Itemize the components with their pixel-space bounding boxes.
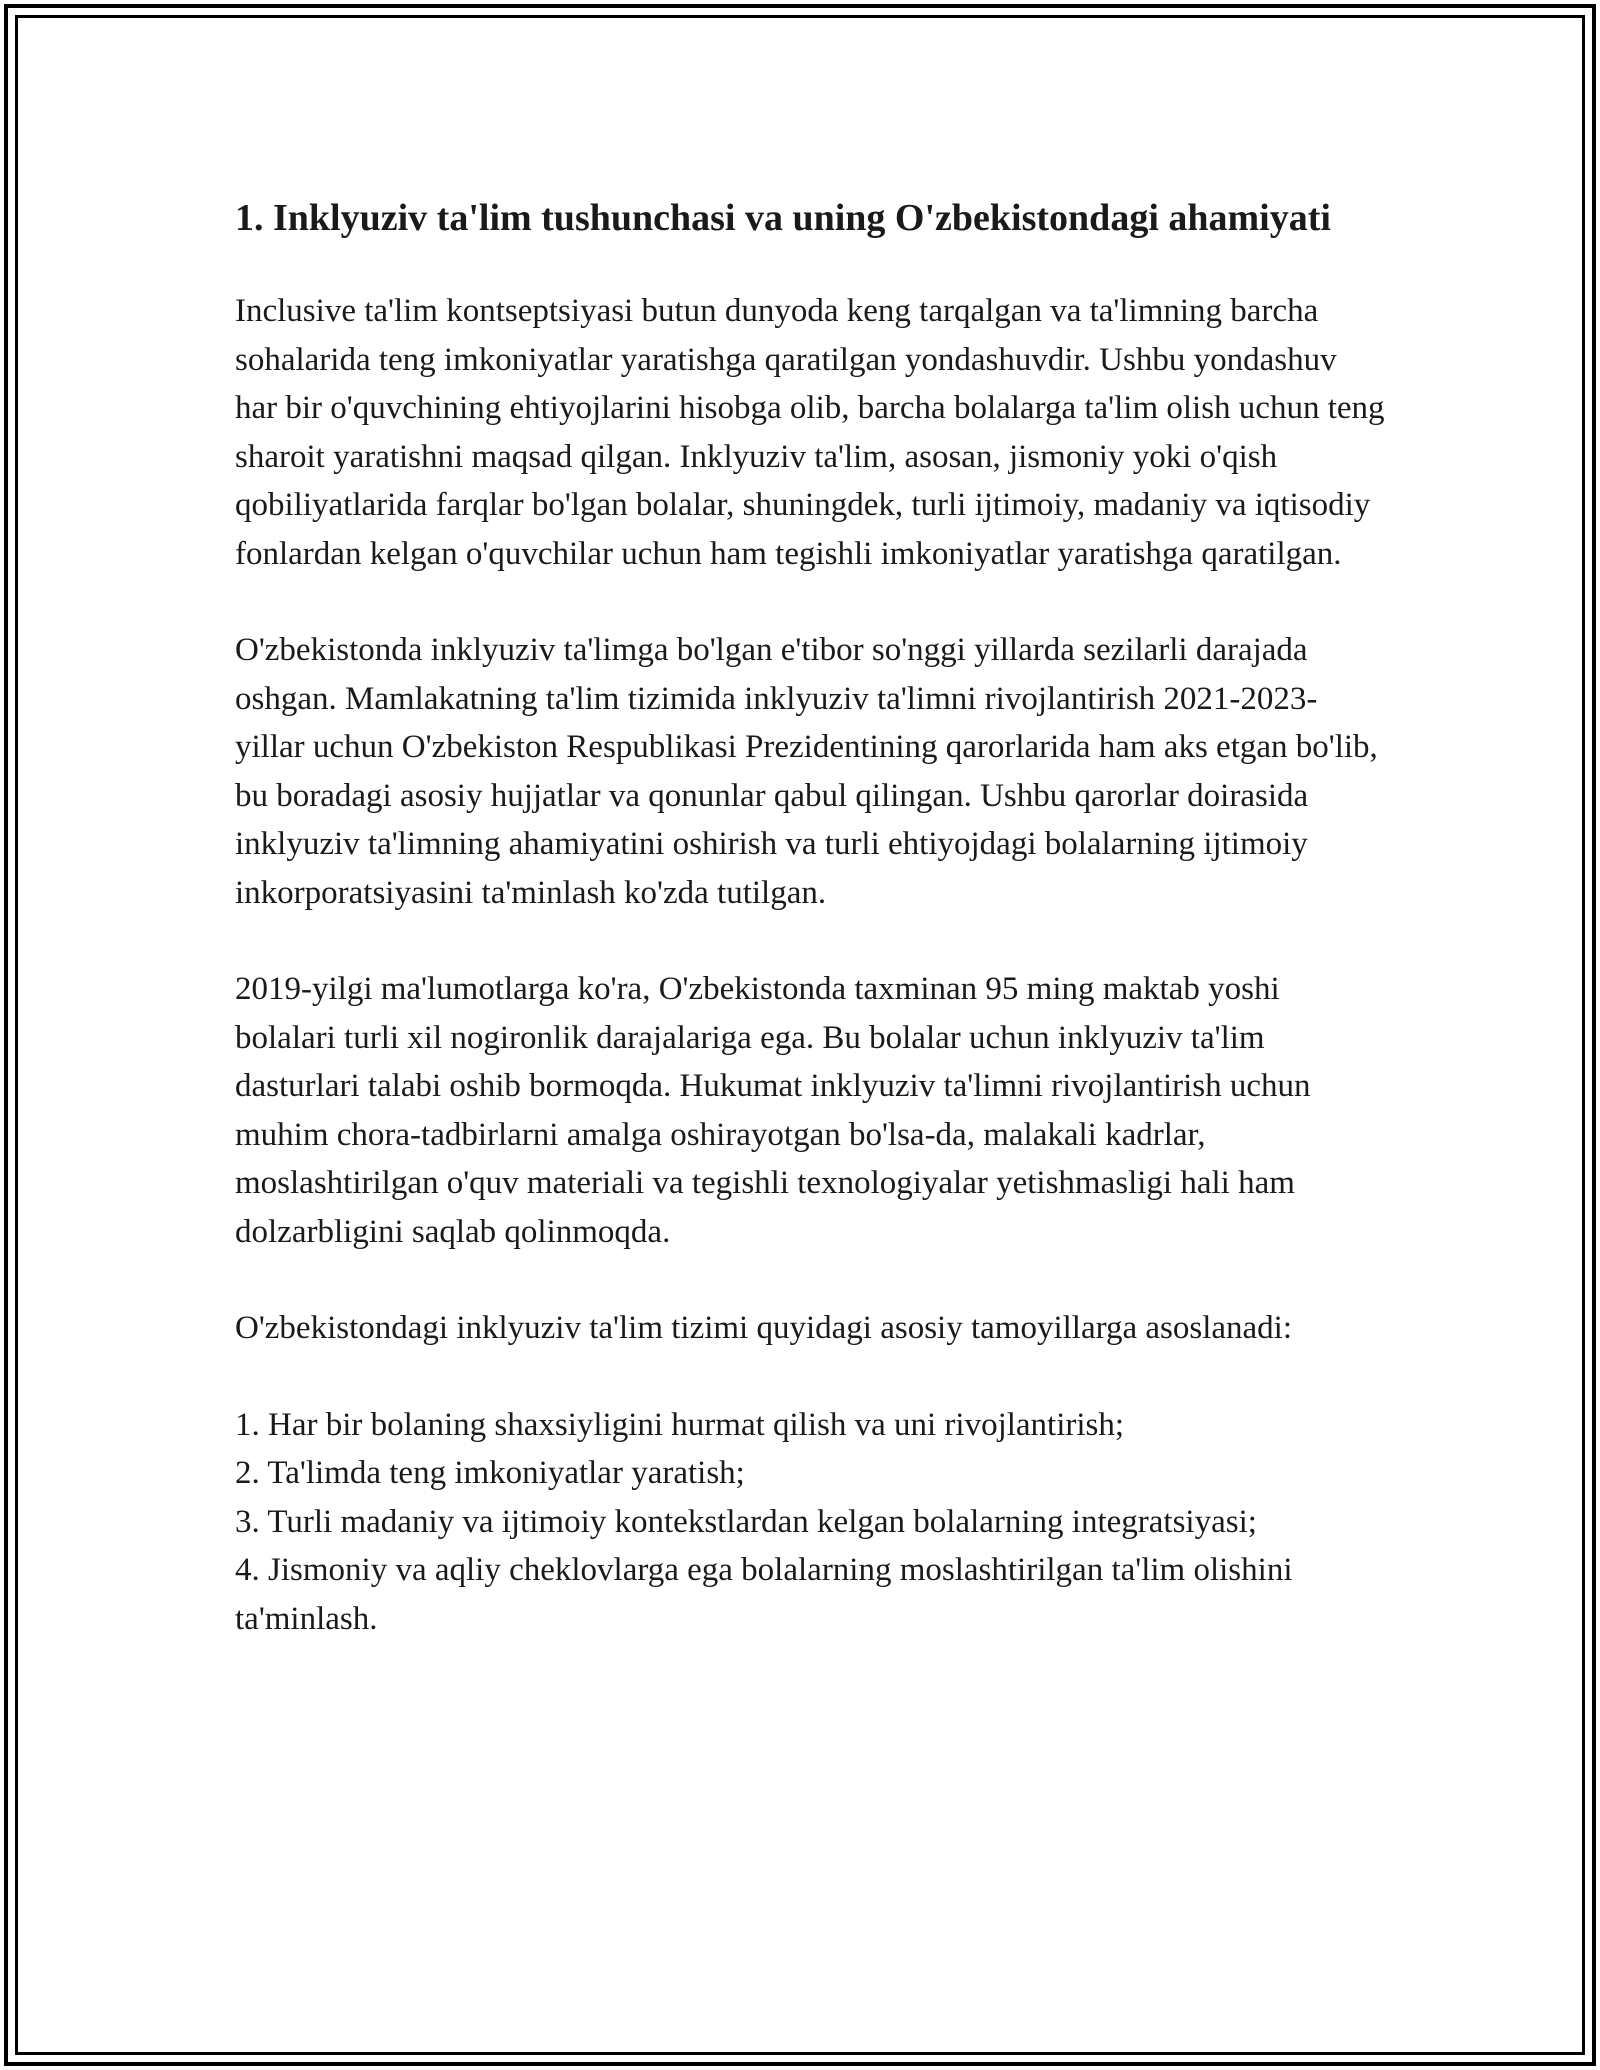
paragraph-principles-intro: O'zbekistondagi inklyuziv ta'lim tizimi quyidagi asosiy tamoyillarga asoslanadi: <box>235 1310 1293 1346</box>
paragraph-uzbekistan-attention: O'zbekistonda inklyuziv ta'limga bo'lgan e'tibor so'nggi yillarda sezilarli darajada oshgan. Mamlakatning ta'lim tizimida inklyuziv ta'limni rivojlantirish 2021-2023-yillar uchun O'zbekiston Respublikasi Prezidentining qarorlarida ham aks etgan bo'lib, bu boradagi asosiy hujjatlar va qonunlar qabul qilingan. Ushbu qarorlar doirasida inklyuziv ta'limning ahamiyatini oshirish va turli ehtiyojdagi bolalarning ijtimoiy inkorporatsiyasini ta'minlash ko'zda tutilgan. <box>235 632 1378 911</box>
principle-item-4: 4. Jismoniy va aqliy cheklovlarga ega bolalarning moslashtirilgan ta'lim olishini ta'minlash. <box>235 1552 1293 1637</box>
principle-item-3: 3. Turli madaniy va ijtimoiy kontekstlardan kelgan bolalarning integratsiyasi; <box>235 1503 1257 1540</box>
principle-item-2: 2. Ta'limda teng imkoniyatlar yaratish; <box>235 1455 745 1491</box>
paragraph-inclusive-concept: Inclusive ta'lim kontseptsiyasi butun dunyoda keng tarqalgan va ta'limning barcha sohalarida teng imkoniyatlar yaratishga qaratilgan yondashuvdir. Ushbu yondashuv har bir o'quvchining ehtiyojlarini hisobga olib, barcha bolalarga ta'lim olish uchun teng sharoit yaratishni maqsad qilgan. Inklyuziv ta'lim, asosan, jismoniy yoki o'qish qobiliyatlarida farqlar bo'lgan bolalar, shuningdek, turli ijtimoiy, madaniy va iqtisodiy fonlardan kelgan o'quvchilar uchun ham tegishli imkoniyatlar yaratishga qaratilgan. <box>235 293 1385 572</box>
section-title: 1. Inklyuziv ta'lim tushunchasi va uning O'zbekistondagi ahamiyati <box>235 197 1331 239</box>
principle-item-1: 1. Har bir bolaning shaxsiyligini hurmat qilish va uni rivojlantirish; <box>235 1406 1125 1443</box>
paragraph-statistics-2019: 2019-yilgi ma'lumotlarga ko'ra, O'zbekistonda taxminan 95 ming maktab yoshi bolalari turli xil nogironlik darajalariga ega. Bu bolalar uchun inklyuziv ta'lim dasturlari talabi oshib bormoqda. Hukumat inklyuziv ta'limni rivojlantirish uchun muhim chora-tadbirlarni amalga oshirayotgan bo'lsa-da, malakali kadrlar, moslashtirilgan o'quv materiali va tegishli texnologiyalar yetishmasligi hali ham dolzarbligini saqlab qolinmoqda. <box>235 971 1311 1250</box>
document-body <box>235 190 1385 1643</box>
principles-list <box>235 1401 1385 1644</box>
